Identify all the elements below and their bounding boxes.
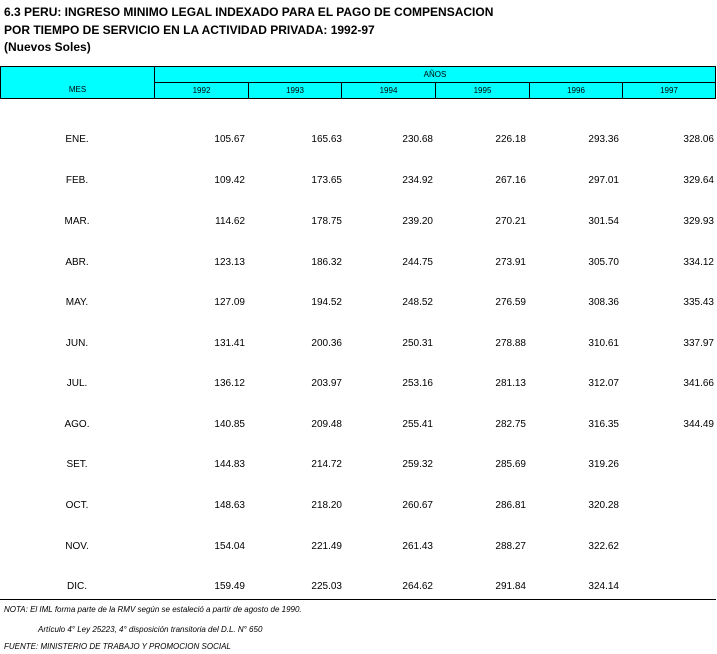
table-row [0,459,716,473]
table-bottom-rule [0,599,716,600]
value-cell-1996: 297.01 [588,175,619,186]
value-cell-1994: 239.20 [402,216,433,227]
value-cell-1992: 127.09 [214,297,245,308]
value-cell-1996: 301.54 [588,216,619,227]
table-row [0,216,716,230]
table-row [0,419,716,433]
month-cell: JUL. [66,378,88,389]
table-row [0,500,716,514]
value-cell-1992: 114.62 [215,216,245,227]
value-cell-1995: 286.81 [495,500,526,511]
value-cell-1993: 173.65 [311,175,342,186]
value-cell-1996: 308.36 [588,297,619,308]
table-row [0,338,716,352]
header-year-1996: 1996 [530,83,623,98]
value-cell-1996: 316.35 [588,419,619,430]
value-cell-1993: 221.49 [311,541,342,552]
value-cell-1993: 209.48 [311,419,342,430]
value-cell-1993: 218.20 [311,500,342,511]
table-header [0,66,716,99]
value-cell-1995: 285.69 [495,459,526,470]
value-cell-1995: 226.18 [495,134,526,145]
month-cell: OCT. [65,500,89,511]
value-cell-1994: 260.67 [402,500,433,511]
note-text: NOTA: El IML forma parte de la RMV según se estaleció a partir de agosto de 1990. [4,605,302,614]
month-cell: DIC. [67,581,87,592]
header-year-1994: 1994 [342,83,436,98]
title-line-1: 6.3 PERU: INGRESO MINIMO LEGAL INDEXADO PARA EL PAGO DE COMPENSACION [4,5,494,19]
month-cell: FEB. [65,175,89,186]
value-cell-1996: 320.28 [588,500,619,511]
value-cell-1992: 144.83 [214,459,245,470]
value-cell-1992: 123.13 [214,257,245,268]
value-cell-1993: 225.03 [311,581,342,592]
value-cell-1994: 253.16 [402,378,433,389]
value-cell-1995: 267.16 [495,175,526,186]
value-cell-1994: 264.62 [402,581,433,592]
value-cell-1996: 324.14 [588,581,619,592]
value-cell-1995: 291.84 [495,581,526,592]
value-cell-1995: 282.75 [495,419,526,430]
value-cell-1992: 109.42 [214,175,245,186]
table-row [0,297,716,311]
value-cell-1995: 273.91 [495,257,526,268]
month-cell: JUN. [65,338,89,349]
value-cell-1994: 259.32 [402,459,433,470]
value-cell-1995: 288.27 [495,541,526,552]
value-cell-1996: 322.62 [588,541,619,552]
month-cell: AGO. [64,419,90,430]
value-cell-1992: 140.85 [214,419,245,430]
value-cell-1992: 105.67 [214,134,245,145]
value-cell-1996: 310.61 [588,338,619,349]
table-row [0,378,716,392]
value-cell-1996: 305.70 [588,257,619,268]
value-cell-1992: 159.49 [214,581,245,592]
value-cell-1995: 278.88 [495,338,526,349]
value-cell-1993: 194.52 [311,297,342,308]
header-anos-label: AÑOS [155,67,715,83]
table-row [0,134,716,148]
month-cell: ENE. [65,134,89,145]
value-cell-1994: 244.75 [402,257,433,268]
value-cell-1994: 248.52 [402,297,433,308]
value-cell-1992: 131.41 [214,338,245,349]
month-cell: NOV. [65,541,89,552]
value-cell-1993: 200.36 [311,338,342,349]
value-cell-1997: 329.93 [683,216,714,227]
value-cell-1995: 276.59 [495,297,526,308]
value-cell-1997: 335.43 [683,297,714,308]
value-cell-1994: 250.31 [402,338,433,349]
table-row [0,581,716,595]
value-cell-1995: 281.13 [495,378,526,389]
value-cell-1994: 261.43 [402,541,433,552]
header-year-1995: 1995 [436,83,530,98]
header-mes-label: MES [68,85,87,94]
value-cell-1992: 148.63 [214,500,245,511]
value-cell-1997: 334.12 [683,257,714,268]
value-cell-1994: 234.92 [402,175,433,186]
header-year-1993: 1993 [249,83,342,98]
header-mes-cell [1,67,155,98]
title-line-2: POR TIEMPO DE SERVICIO EN LA ACTIVIDAD PRIVADA: 1992-97 [4,23,375,37]
note-article: Artículo 4° Ley 25223, 4° disposición transitoria del D.L. N° 650 [38,625,263,634]
month-cell: ABR. [65,257,89,268]
header-year-1992: 1992 [155,83,249,98]
value-cell-1997: 329.64 [683,175,714,186]
value-cell-1994: 255.41 [402,419,433,430]
value-cell-1995: 270.21 [495,216,526,227]
month-cell: MAR. [64,216,90,227]
value-cell-1993: 165.63 [311,134,342,145]
table-row [0,257,716,271]
table-row [0,541,716,555]
value-cell-1993: 214.72 [311,459,342,470]
value-cell-1996: 312.07 [588,378,619,389]
header-year-1997: 1997 [660,86,678,95]
value-cell-1993: 186.32 [311,257,342,268]
value-cell-1997: 328.06 [683,134,714,145]
source-text: FUENTE: MINISTERIO DE TRABAJO Y PROMOCION SOCIAL [4,642,231,651]
value-cell-1993: 203.97 [311,378,342,389]
month-cell: MAY. [65,297,89,308]
value-cell-1997: 344.49 [683,419,714,430]
value-cell-1994: 230.68 [402,134,433,145]
value-cell-1996: 293.36 [588,134,619,145]
value-cell-1996: 319.26 [588,459,619,470]
value-cell-1997: 337.97 [683,338,714,349]
value-cell-1992: 154.04 [214,541,245,552]
value-cell-1992: 136.12 [214,378,245,389]
value-cell-1997: 341.66 [683,378,714,389]
title-line-3: (Nuevos Soles) [4,40,91,54]
month-cell: SET. [66,459,88,470]
table-row [0,175,716,189]
value-cell-1993: 178.75 [311,216,342,227]
